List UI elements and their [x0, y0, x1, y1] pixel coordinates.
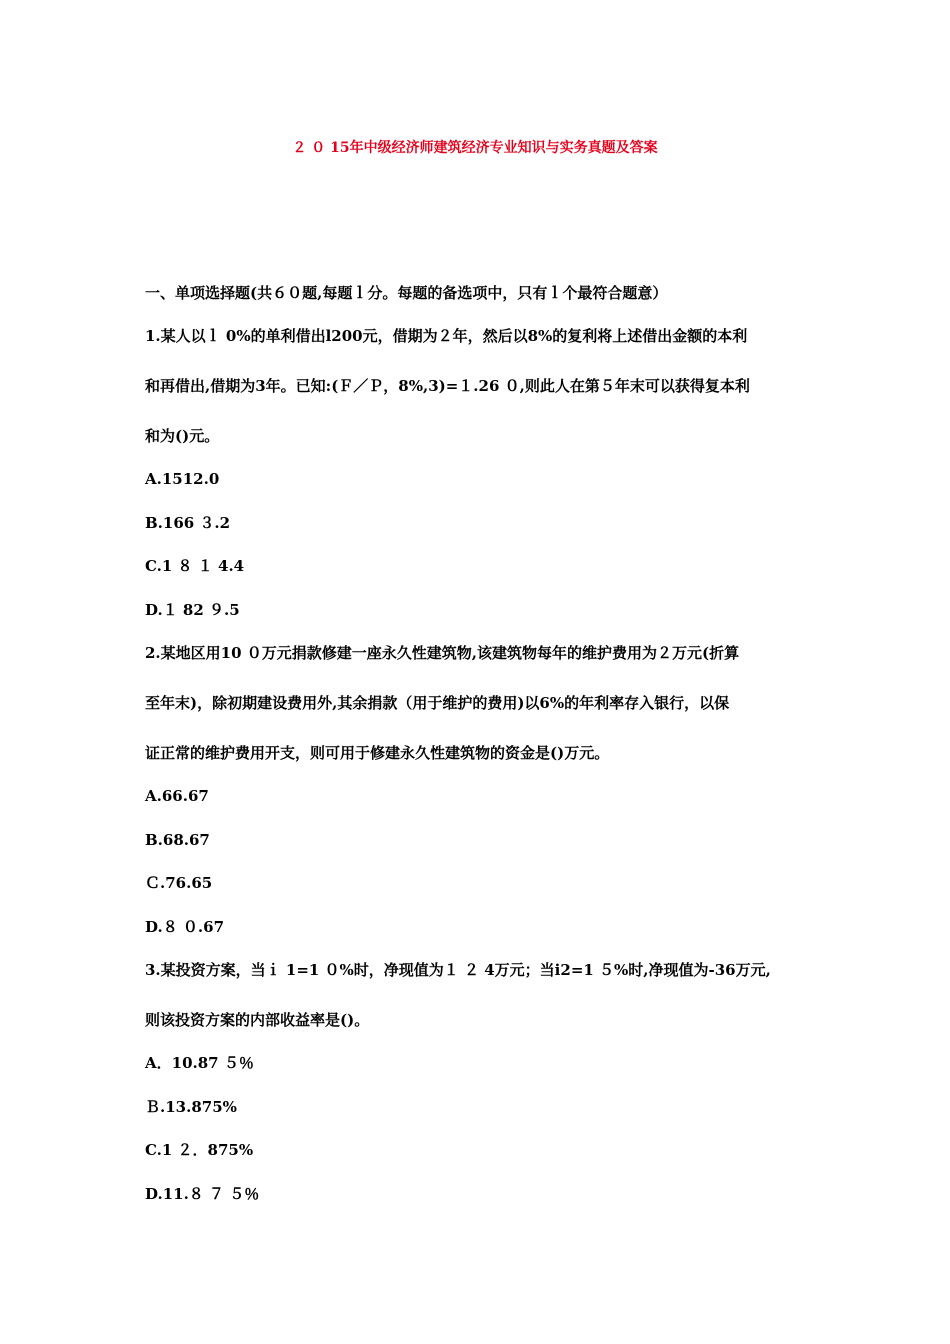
question-1-stem-line-2: 和再借出,借期为3年。已知:(Ｆ／Ｐ，8%,3)=１.26 ０,则此人在第５年末可以获得复本利 [145, 377, 750, 395]
question-1-option-c: C.1 ８ １ 4.4 [145, 557, 245, 575]
question-1-stem-line-1: 1.某人以ｌ 0%的单利借出l200元，借期为２年，然后以8%的复利将上述借出金额的本利 [145, 327, 748, 345]
question-2-stem-line-2: 至年末)，除初期建设费用外,其余捐款（用于维护的费用)以6%的年利率存入银行，以保 [145, 694, 730, 712]
section-heading: 一、单项选择题(共６０题,每题ｌ分。每题的备选项中，只有ｌ个最符合题意） [145, 284, 668, 302]
question-1-option-a: A.1512.0 [145, 470, 220, 488]
question-3-option-b: Ｂ.13.875% [145, 1098, 237, 1116]
question-3-stem-line-1: 3.某投资方案，当ｉ 1=1 ０%时，净现值为１ ２ 4万元；当i2=1 ５%时,净现值为-36万元, [145, 961, 771, 979]
question-2-option-a: A.66.67 [145, 787, 209, 805]
question-1-stem-line-3: 和为()元。 [145, 427, 220, 445]
question-2-option-c: Ｃ.76.65 [145, 874, 213, 892]
question-3-stem-line-2: 则该投资方案的内部收益率是()。 [145, 1011, 370, 1029]
question-2-stem-line-1: 2.某地区用10 ０万元捐款修建一座永久性建筑物,该建筑物每年的维护费用为２万元(折算 [145, 644, 740, 662]
question-3-option-c: C.1 ２．875% [145, 1141, 254, 1159]
question-3-option-a: A．10.87 ５％ [145, 1054, 254, 1072]
question-2-option-d: D.８ ０.67 [145, 918, 225, 936]
question-2-stem-line-3: 证正常的维护费用开支，则可用于修建永久性建筑物的资金是()万元。 [145, 744, 610, 762]
question-2-option-b: B.68.67 [145, 831, 210, 849]
question-1-option-b: B.166 ３.2 [145, 514, 231, 532]
question-1-option-d: D.１ 82 ９.5 [145, 601, 240, 619]
question-3-option-d: D.11.８ ７ ５％ [145, 1185, 260, 1203]
document-title: ２ ０ 15年中级经济师建筑经济专业知识与实务真题及答案 [292, 140, 658, 156]
